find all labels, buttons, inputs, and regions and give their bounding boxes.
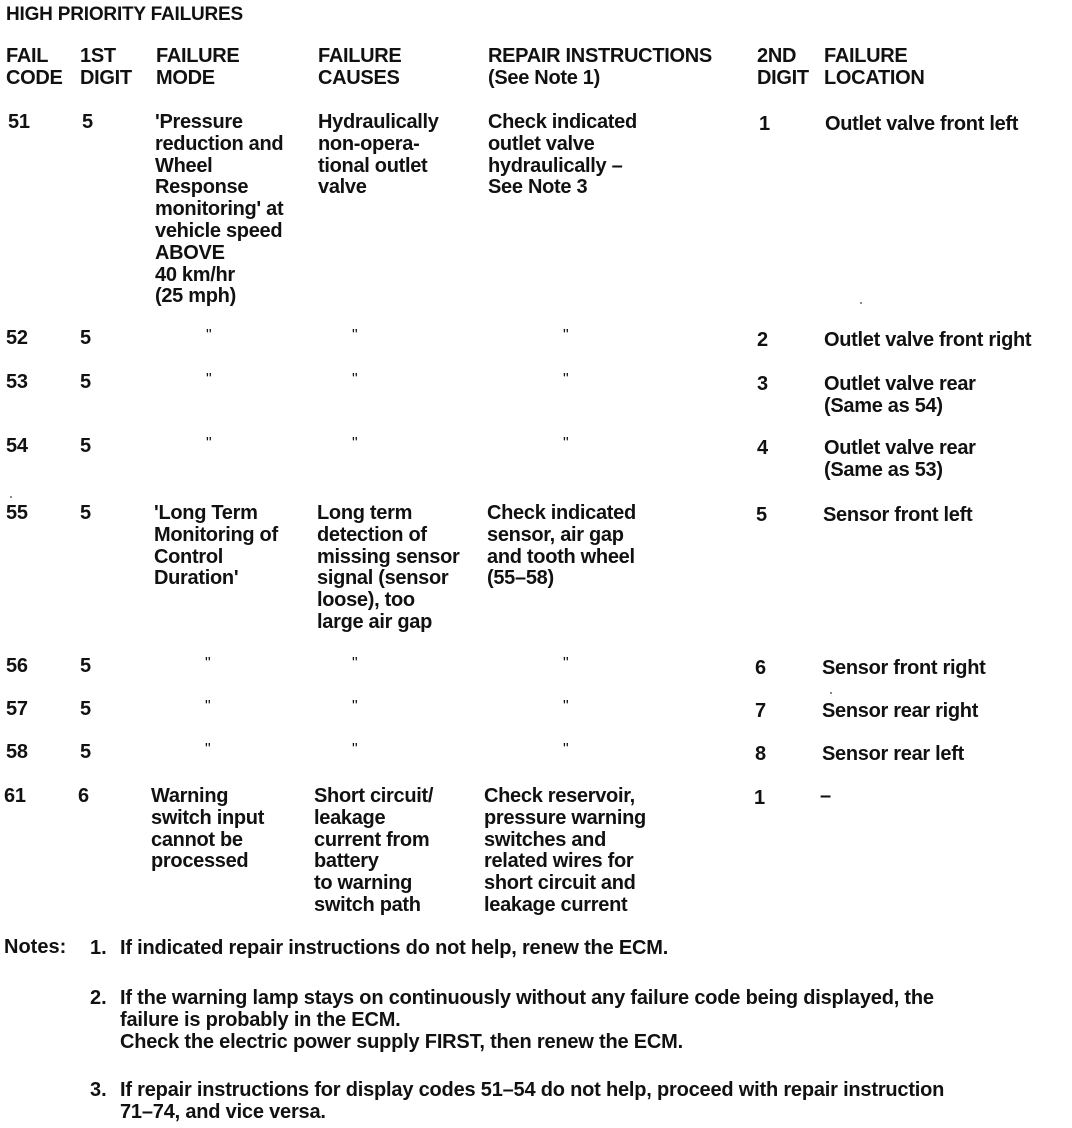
note-number: 1. — [90, 937, 107, 959]
fail-code: 54 — [6, 435, 28, 457]
ditto-mark: " — [563, 741, 569, 758]
failure-mode: Warning switch input cannot be processed — [151, 785, 265, 873]
note-number: 2. — [90, 987, 107, 1009]
first-digit: 5 — [80, 371, 91, 393]
failure-causes: Long term detection of missing sensor signal (sensor loose), too large air gap — [317, 502, 460, 633]
first-digit: 5 — [80, 435, 91, 457]
failure-mode: 'Pressure reduction and Wheel Response monitoring' at vehicle speed ABOVE 40 km/hr (25 mph) — [155, 111, 284, 308]
scan-speck — [860, 302, 862, 304]
second-digit: 6 — [755, 657, 766, 679]
second-digit: 3 — [757, 373, 768, 395]
ditto-mark: " — [205, 655, 211, 672]
failure-causes: Hydraulically non-opera- tional outlet valve — [318, 111, 439, 199]
header-fail-code: FAIL CODE — [6, 45, 63, 89]
header-failure-causes: FAILURE CAUSES — [318, 45, 402, 89]
first-digit: 5 — [80, 741, 91, 763]
ditto-mark: " — [563, 655, 569, 672]
scan-speck — [10, 496, 12, 498]
first-digit: 5 — [80, 502, 91, 524]
note-text: If repair instructions for display codes 51–54 do not help, proceed with repair instruction 71–74, and vice versa. — [120, 1079, 945, 1123]
fail-code: 61 — [4, 785, 26, 807]
failure-location: Outlet valve front left — [825, 113, 1019, 135]
ditto-mark: " — [563, 435, 569, 452]
header-failure-location: FAILURE LOCATION — [824, 45, 925, 89]
fail-code: 52 — [6, 327, 28, 349]
ditto-mark: " — [352, 655, 358, 672]
header-failure-mode: FAILURE MODE — [156, 45, 240, 89]
repair-instructions: Check indicated sensor, air gap and tooth wheel (55–58) — [487, 502, 636, 590]
fail-code: 53 — [6, 371, 28, 393]
ditto-mark: " — [205, 741, 211, 758]
fail-code: 56 — [6, 655, 28, 677]
second-digit: 1 — [759, 113, 770, 135]
fail-code: 57 — [6, 698, 28, 720]
second-digit: 5 — [756, 504, 767, 526]
note-text: If indicated repair instructions do not help, renew the ECM. — [120, 937, 669, 959]
ditto-mark: " — [563, 371, 569, 388]
fail-code: 51 — [8, 111, 30, 133]
ditto-mark: " — [206, 327, 212, 344]
fail-code: 55 — [6, 502, 28, 524]
ditto-mark: " — [206, 435, 212, 452]
ditto-mark: " — [352, 327, 358, 344]
note-text: If the warning lamp stays on continuously without any failure code being displayed, the failure is probably in the ECM. Check the electric power supply FIRST, then renew the ECM. — [120, 987, 934, 1053]
fail-code: 58 — [6, 741, 28, 763]
failure-location: Outlet valve front right — [824, 329, 1032, 351]
failure-location: Sensor rear right — [822, 700, 979, 722]
page-title: HIGH PRIORITY FAILURES — [6, 4, 243, 25]
first-digit: 5 — [82, 111, 93, 133]
first-digit: 5 — [80, 698, 91, 720]
ditto-mark: " — [563, 327, 569, 344]
second-digit: 7 — [755, 700, 766, 722]
ditto-mark: " — [352, 371, 358, 388]
second-digit: 8 — [755, 743, 766, 765]
ditto-mark: " — [352, 435, 358, 452]
first-digit: 6 — [78, 785, 89, 807]
notes-label: Notes: — [4, 936, 67, 958]
first-digit: 5 — [80, 327, 91, 349]
repair-instructions: Check reservoir, pressure warning switches and related wires for short circuit and leakage current — [484, 785, 646, 916]
failure-location: Sensor front right — [822, 657, 986, 679]
second-digit: 4 — [757, 437, 768, 459]
failure-location: Outlet valve rear (Same as 54) — [824, 373, 976, 417]
ditto-mark: " — [352, 698, 358, 715]
second-digit: 2 — [757, 329, 768, 351]
ditto-mark: " — [205, 698, 211, 715]
ditto-mark: " — [352, 741, 358, 758]
failure-location: Sensor rear left — [822, 743, 964, 765]
failure-location: – — [820, 785, 831, 807]
note-number: 3. — [90, 1079, 107, 1101]
header-first-digit: 1ST DIGIT — [80, 45, 132, 89]
failure-location: Sensor front left — [823, 504, 973, 526]
header-second-digit: 2ND DIGIT — [757, 45, 809, 89]
failure-causes: Short circuit/ leakage current from battery to warning switch path — [314, 785, 434, 916]
scan-speck — [830, 692, 832, 694]
first-digit: 5 — [80, 655, 91, 677]
failure-location: Outlet valve rear (Same as 53) — [824, 437, 976, 481]
header-repair-instructions: REPAIR INSTRUCTIONS (See Note 1) — [488, 45, 712, 89]
ditto-mark: " — [206, 371, 212, 388]
repair-instructions: Check indicated outlet valve hydraulically – See Note 3 — [488, 111, 637, 199]
failure-mode: 'Long Term Monitoring of Control Duration' — [154, 502, 278, 590]
ditto-mark: " — [563, 698, 569, 715]
second-digit: 1 — [754, 787, 765, 809]
